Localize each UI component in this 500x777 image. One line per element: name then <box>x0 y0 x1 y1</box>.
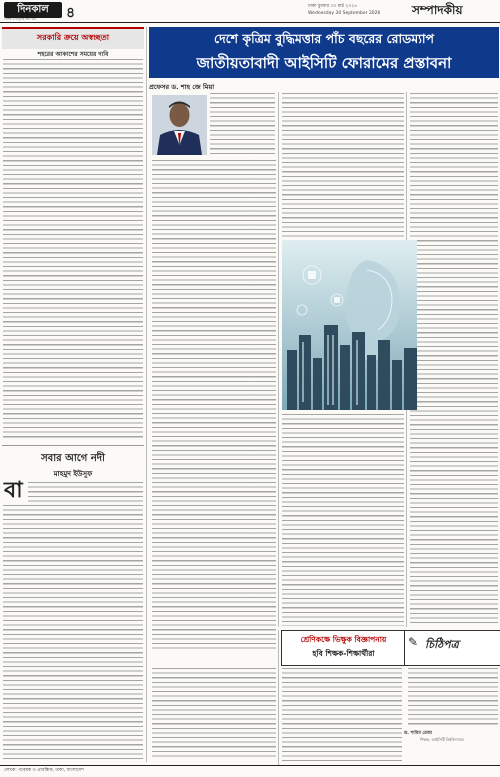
footer-credit: লেখক: গবেষক ও প্রাবন্ধিক, ঢাকা, বাংলাদেশ <box>4 768 84 773</box>
main-body-text <box>152 160 276 650</box>
article-author: মাহমুদ ইউসুফ <box>53 470 93 478</box>
author-portrait <box>152 95 207 155</box>
promo-line-2: হবি শিক্ষক-শিক্ষার্থীরা <box>312 649 375 658</box>
main-article-author: প্রফেসর ড. শাহ জে মিয়া <box>149 83 215 91</box>
letters-section-box[interactable] <box>404 630 500 666</box>
column-divider <box>278 630 279 765</box>
editorial-body-text <box>3 59 143 441</box>
headline-line-2[interactable]: জাতীয়তাবাদী আইসিটি ফোরামের প্রস্তাবনা <box>196 54 452 72</box>
page-number: ৪ <box>66 5 76 21</box>
main-body-text <box>210 93 275 157</box>
ai-city-illustration <box>282 240 417 410</box>
editorial-title: সরকারি ক্রয়ে অস্বচ্ছতা <box>36 33 110 42</box>
letter-author-affiliation: শিক্ষক, আইসিটি বিশ্ববিদ্যালয় <box>420 737 464 742</box>
editorial-title-box <box>2 27 144 49</box>
footer-rule <box>0 765 500 766</box>
main-body-text <box>152 668 276 760</box>
column-divider <box>146 27 147 762</box>
letters-title: চিঠিপত্র <box>425 638 459 651</box>
date-english: Wednesday 30 September 2026 <box>308 11 381 16</box>
letter-author: ড. শামিম রেজা <box>404 731 433 736</box>
pen-icon: ✎ <box>408 635 419 649</box>
tagline: দেশের ও মানুষের কথা বলে <box>4 17 37 21</box>
main-body-text <box>282 414 404 626</box>
promo-line-1: শ্রেণিকক্ষে ভিক্ষুক বিজ্ঞাপনায় <box>300 635 387 644</box>
main-headline-banner <box>149 27 499 78</box>
column-divider <box>278 92 279 627</box>
article-title: সবার আগে নদী <box>41 453 105 464</box>
divider <box>2 445 144 446</box>
letters-body-text <box>408 668 498 728</box>
headline-line-1[interactable]: দেশে কৃত্রিম বুদ্ধিমত্তার পাঁচ বছরের রোডম্যাপ <box>214 31 434 46</box>
article-body-text <box>3 505 143 760</box>
date-bangla: ঢাকা বুধবার ৩০ মার্চ ২০২৫ <box>308 4 358 9</box>
promo-box[interactable] <box>281 630 406 666</box>
dropcap: বা <box>4 478 23 503</box>
letters-body-text <box>282 668 402 762</box>
section-title: সম্পাদকীয় <box>412 3 463 17</box>
article-body-text <box>28 482 143 504</box>
main-body-text <box>282 93 404 237</box>
editorial-subtitle: শহরের আকাশের সময়ের দাবি <box>37 51 109 58</box>
main-body-text <box>410 93 498 623</box>
newspaper-logo[interactable]: দিনকাল <box>4 2 62 18</box>
